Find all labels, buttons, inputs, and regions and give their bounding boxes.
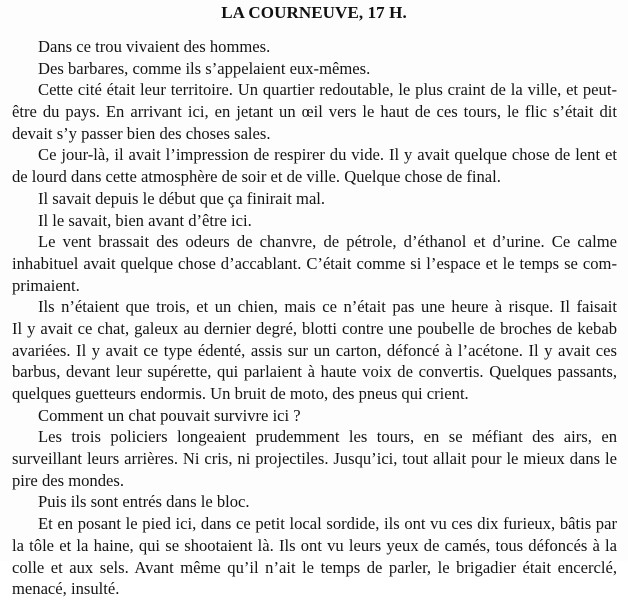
paragraph-first-line: Ils n’étaient que trois, et un chien, mais ce n’était pas une heure à risque. Il faisait	[38, 297, 617, 317]
text-line: la tôle et la haine, qui se shootaient là. Ils ont vu leurs yeux de camés, tous défoncés à la	[12, 535, 617, 555]
text-line: de lourd dans cette atmosphère de soir et de ville. Quelque chose de final.	[12, 167, 501, 187]
paragraph-first-line: Il le savait, bien avant d’être ici.	[38, 210, 252, 230]
text-line: pire des mondes.	[12, 470, 124, 490]
text-line: inhabituel avait quelque chose d’accablant. C’était comme si l’espace et le temps se com-	[12, 253, 617, 273]
paragraph-first-line: Puis ils sont entrés dans le bloc.	[38, 492, 250, 512]
text-line: quelques guetteurs endormis. Un bruit de moto, des pneus qui crient.	[12, 384, 469, 403]
text-line: barbus, devant leur supérette, qui parlaient à haute voix de convertis. Quelques passants,	[12, 362, 617, 382]
text-line: colle et aux sels. Avant même qu’il n’ait le temps de parler, le brigadier était encerclé,	[12, 557, 617, 577]
text-line: surveillant leurs arrières. Ni cris, ni projectiles. Jusqu’ici, tout allait pour le mieux dans le	[12, 449, 617, 469]
paragraph-first-line: Des barbares, comme ils s’appelaient eux-mêmes.	[38, 58, 371, 78]
body-text	[12, 36, 617, 600]
text-line: primaient.	[12, 275, 80, 295]
paragraph-first-line: Dans ce trou vivaient des hommes.	[38, 37, 271, 56]
text-line: devait s’y passer bien des choses sales.	[12, 123, 271, 143]
paragraph-first-line: Comment un chat pouvait survivre ici ?	[38, 405, 301, 425]
paragraph-first-line: Il savait depuis le début que ça finirait mal.	[38, 188, 326, 208]
text-line: Il y avait ce chat, galeux au dernier degré, blotti contre une poubelle de broches de kebab	[12, 318, 617, 338]
paragraph-first-line: Le vent brassait des odeurs de chanvre, de pétrole, d’éthanol et d’urine. Ce calme	[38, 232, 617, 252]
chapter-heading: LA COURNEUVE, 17 H.	[221, 3, 407, 22]
text-line: menacé, insulté.	[12, 579, 120, 599]
text-line: avariées. Il y avait ce type édenté, assis sur un carton, défoncé à l’acétone. Il y avait ces	[12, 340, 617, 360]
paragraph-first-line: Cette cité était leur territoire. Un quartier redoutable, le plus craint de la ville, et peut-	[38, 80, 617, 100]
paragraph-first-line: Et en posant le pied ici, dans ce petit local sordide, ils ont vu ces dix furieux, bâtis par	[38, 514, 617, 534]
paragraph-first-line: Les trois policiers longeaient prudemment les tours, en se méfiant des airs, en	[38, 427, 617, 447]
paragraph-first-line: Ce jour-là, il avait l’impression de respirer du vide. Il y avait quelque chose de lent et	[38, 145, 617, 165]
text-line: être du pays. En arrivant ici, en jetant un œil vers le haut de ces tours, le flic s’était dit	[12, 102, 617, 122]
